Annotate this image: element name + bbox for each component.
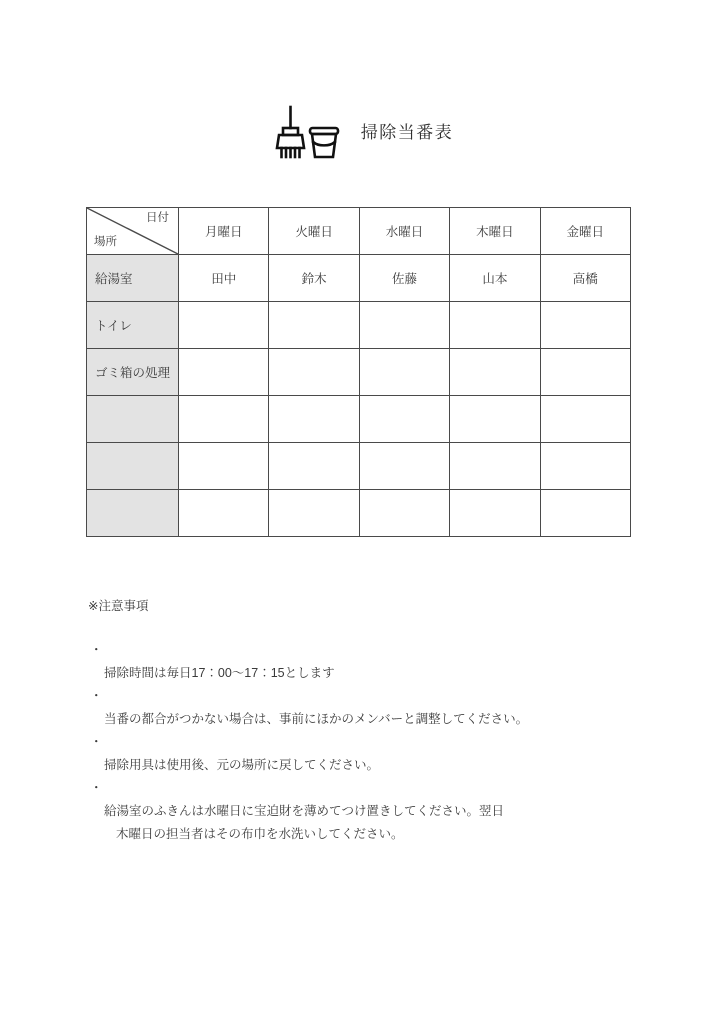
cell-kitchen-tuesday[interactable]: 鈴木 — [269, 255, 359, 302]
cell-blank1-monday[interactable] — [179, 396, 269, 443]
cell-blank3-tuesday[interactable] — [269, 490, 359, 537]
row-label-blank-2[interactable] — [87, 443, 179, 490]
cell-toilet-tuesday[interactable] — [269, 302, 359, 349]
table-row — [87, 302, 631, 349]
cell-kitchen-thursday[interactable]: 山本 — [450, 255, 540, 302]
page-title: 掃除当番表 — [360, 122, 454, 142]
row-label-blank-3[interactable] — [87, 490, 179, 537]
table-row — [87, 490, 631, 537]
note-text-1: 掃除時間は毎日17：00〜17：15とします — [104, 665, 335, 680]
corner-header-cell — [87, 208, 179, 255]
cell-trash-tuesday[interactable] — [269, 349, 359, 396]
list-item — [88, 731, 648, 777]
corner-label-date: 日付 — [146, 212, 169, 224]
row-label-toilet: トイレ — [87, 302, 179, 349]
list-item — [88, 639, 648, 685]
cell-blank1-thursday[interactable] — [450, 396, 540, 443]
cell-trash-friday[interactable] — [540, 349, 630, 396]
cell-blank1-friday[interactable] — [540, 396, 630, 443]
cell-blank3-wednesday[interactable] — [359, 490, 449, 537]
note-text-2: 当番の都合がつかない場合は、事前にほかのメンバーと調整してください。 — [104, 711, 529, 726]
column-header-friday: 金曜日 — [540, 208, 630, 255]
cell-blank2-thursday[interactable] — [450, 443, 540, 490]
cell-blank2-friday[interactable] — [540, 443, 630, 490]
list-item — [88, 685, 648, 731]
roster-table-container — [86, 207, 630, 537]
row-label-trash: ゴミ箱の処理 — [87, 349, 179, 396]
bullet-marker: ・ — [90, 780, 103, 795]
note-text-3: 掃除用具は使用後、元の場所に戻してください。 — [104, 757, 380, 772]
table-row — [87, 255, 631, 302]
note-text-4: 給湯室のふきんは水曜日に宝迫財を薄めてつけ置きしてください。翌日 — [104, 803, 505, 818]
roster-table — [86, 207, 631, 537]
corner-label-place: 場所 — [94, 235, 117, 248]
cell-blank2-wednesday[interactable] — [359, 443, 449, 490]
notes-heading: ※注意事項 — [88, 599, 149, 613]
notes-list — [88, 639, 648, 869]
cell-kitchen-monday[interactable]: 田中 — [179, 255, 269, 302]
cell-toilet-wednesday[interactable] — [359, 302, 449, 349]
cell-kitchen-wednesday[interactable]: 佐藤 — [359, 255, 449, 302]
table-row — [87, 396, 631, 443]
bullet-marker: ・ — [90, 688, 103, 703]
bullet-marker: ・ — [90, 642, 103, 657]
cell-trash-wednesday[interactable] — [359, 349, 449, 396]
list-item — [88, 777, 648, 869]
table-row — [87, 349, 631, 396]
column-header-wednesday: 水曜日 — [359, 208, 449, 255]
row-label-blank-1[interactable] — [87, 396, 179, 443]
cell-blank2-monday[interactable] — [179, 443, 269, 490]
document-header — [0, 104, 724, 160]
cell-toilet-thursday[interactable] — [450, 302, 540, 349]
column-header-monday: 月曜日 — [179, 208, 269, 255]
notes-section — [88, 600, 648, 869]
cell-blank1-tuesday[interactable] — [269, 396, 359, 443]
cell-blank2-tuesday[interactable] — [269, 443, 359, 490]
cell-blank1-wednesday[interactable] — [359, 396, 449, 443]
cell-blank3-thursday[interactable] — [450, 490, 540, 537]
row-label-kitchen: 給湯室 — [87, 255, 179, 302]
column-header-thursday: 木曜日 — [450, 208, 540, 255]
cell-blank3-friday[interactable] — [540, 490, 630, 537]
bullet-marker: ・ — [90, 734, 103, 749]
broom-bucket-icon — [271, 104, 341, 160]
table-header-row — [87, 208, 631, 255]
cell-trash-monday[interactable] — [179, 349, 269, 396]
column-header-tuesday: 火曜日 — [269, 208, 359, 255]
cell-toilet-monday[interactable] — [179, 302, 269, 349]
cell-trash-thursday[interactable] — [450, 349, 540, 396]
table-row — [87, 443, 631, 490]
note-text-4-continued: 木曜日の担当者はその布巾を水洗いしてください。 — [116, 826, 404, 841]
cell-kitchen-friday[interactable]: 高橋 — [540, 255, 630, 302]
cell-blank3-monday[interactable] — [179, 490, 269, 537]
cell-toilet-friday[interactable] — [540, 302, 630, 349]
